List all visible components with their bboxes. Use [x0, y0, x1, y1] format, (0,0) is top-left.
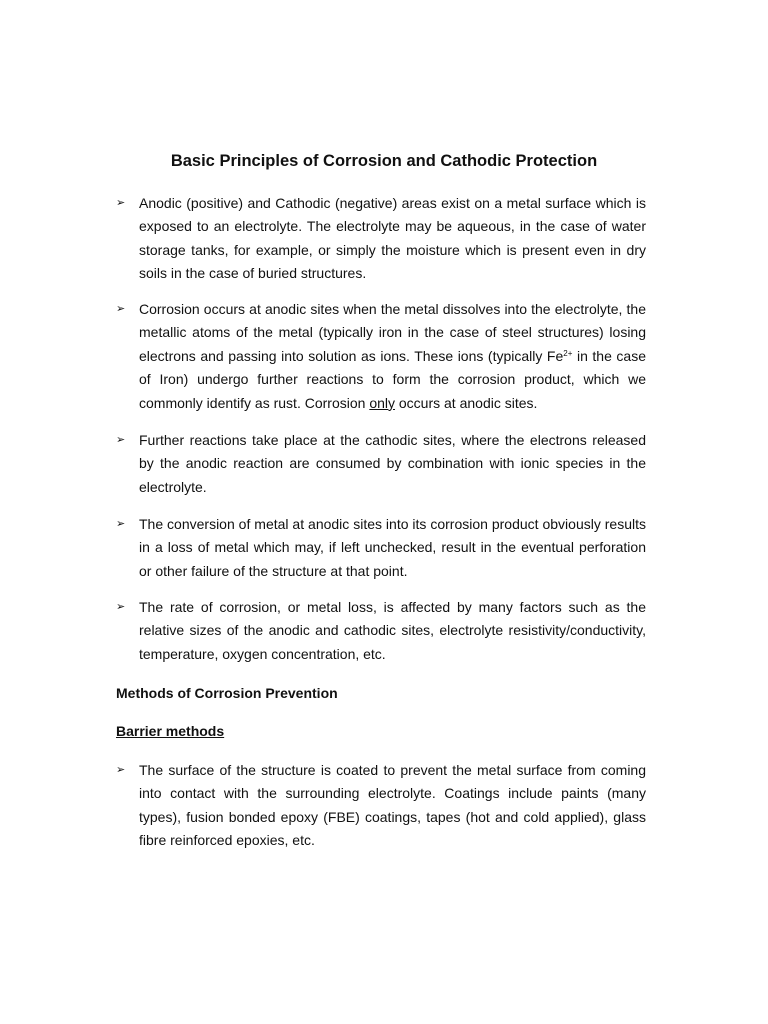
arrow-bullet-icon: ➢ — [116, 303, 126, 315]
ion-charge-superscript: 2+ — [563, 348, 573, 358]
bullet-text: The surface of the structure is coated to prevent the metal surface from coming into contact with the surrounding electrolyte. Coatings include paints (many types), fusion bonded epoxy (FBE) coatings, tapes (hot and cold applied), glass fibre reinforced epoxies, etc. — [139, 762, 646, 849]
bullet-text-part: occurs at anodic sites. — [395, 394, 538, 411]
bullet-text: Anodic (positive) and Cathodic (negative) areas exist on a metal surface which is exposed to an electrolyte. The electrolyte may be aqueous, in the case of water storage tanks, for example, or simply the moisture which is present even in dry soils in the case of buried structures. — [139, 195, 646, 282]
bullet-item-rate-of-corrosion — [116, 596, 646, 666]
arrow-bullet-icon: ➢ — [116, 601, 126, 613]
document-title: Basic Principles of Corrosion and Cathodic Protection — [170, 152, 598, 170]
bullet-text-part: Corrosion occurs at anodic sites when the metal dissolves into the electrolyte, the metallic atoms of the metal (typically iron in the case of steel structures) losing electrons and passing into solution as ions. These ions (typically Fe — [139, 301, 646, 364]
bullet-item-cathodic-reactions — [116, 429, 646, 499]
section-heading-methods: Methods of Corrosion Prevention — [116, 685, 338, 701]
bullet-text — [139, 298, 646, 415]
bullet-item-metal-loss — [116, 513, 646, 583]
arrow-bullet-icon: ➢ — [116, 434, 126, 446]
subsection-heading-barrier-methods: Barrier methods — [116, 723, 225, 739]
bullet-text-part: in the case of Iron) undergo further reactions to form the corrosion product, which we commonly identify as rust. Corrosion — [139, 347, 646, 411]
arrow-bullet-icon: ➢ — [116, 197, 126, 209]
bullet-item-coatings — [116, 759, 646, 853]
bullet-item-anodic-cathodic-areas — [116, 192, 646, 286]
bullet-text: Further reactions take place at the cathodic sites, where the electrons released by the anodic reaction are consumed by combination with ionic species in the electrolyte. — [139, 432, 646, 495]
arrow-bullet-icon: ➢ — [116, 518, 126, 530]
arrow-bullet-icon: ➢ — [116, 764, 126, 776]
bullet-item-corrosion-at-anodic-sites — [116, 298, 646, 415]
bullet-text: The conversion of metal at anodic sites into its corrosion product obviously results in a loss of metal which may, if left unchecked, result in the eventual perforation or other failure of the structure at that point. — [139, 516, 646, 579]
bullet-text: The rate of corrosion, or metal loss, is affected by many factors such as the relative sizes of the anodic and cathodic sites, electrolyte resistivity/conductivity, temperature, oxygen concentration, etc. — [139, 599, 646, 662]
underlined-emphasis: only — [369, 394, 395, 411]
